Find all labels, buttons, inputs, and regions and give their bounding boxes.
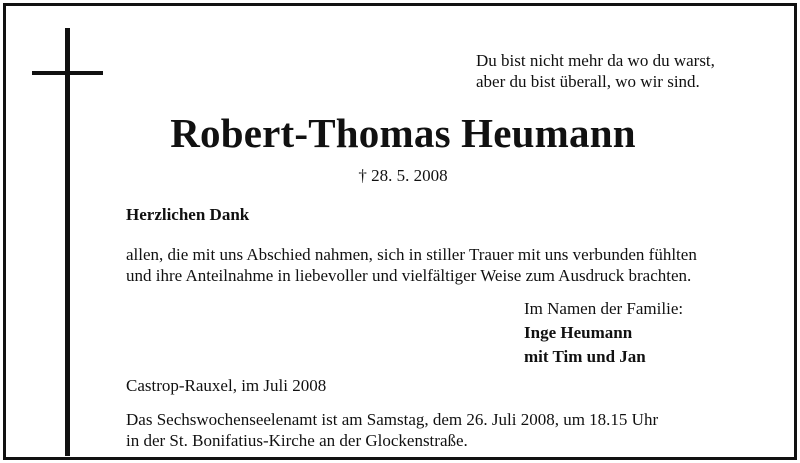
service-announcement xyxy=(126,409,658,451)
service-line-2: in der St. Bonifatius-Kirche an der Glockenstraße. xyxy=(126,431,468,450)
family-name-2: mit Tim und Jan xyxy=(524,347,646,366)
family-signature xyxy=(524,297,683,369)
thanks-heading: Herzlichen Dank xyxy=(126,205,250,224)
deceased-name: Robert-Thomas Heumann xyxy=(170,110,636,156)
family-intro: Im Namen der Familie: xyxy=(524,299,684,318)
thanks-line-1: allen, die mit uns Abschied nahmen, sich in stiller Trauer mit uns verbunden fühlten xyxy=(126,245,697,264)
cross-vertical-bar xyxy=(65,28,70,456)
cross-horizontal-bar xyxy=(32,71,103,75)
thanks-line-2: und ihre Anteilnahme in liebevoller und vielfältiger Weise zum Ausdruck brachten. xyxy=(126,266,692,285)
obituary-notice xyxy=(3,3,797,460)
thanks-text xyxy=(126,244,697,286)
family-name-1: Inge Heumann xyxy=(524,323,633,342)
motto-line-1: Du bist nicht mehr da wo du warst, xyxy=(476,51,715,70)
place-date: Castrop-Rauxel, im Juli 2008 xyxy=(126,376,327,395)
death-date: † 28. 5. 2008 xyxy=(358,166,448,185)
motto-quote xyxy=(476,50,715,92)
service-line-1: Das Sechswochenseelenamt ist am Samstag, dem 26. Juli 2008, um 18.15 Uhr xyxy=(126,410,659,429)
motto-line-2: aber du bist überall, wo wir sind. xyxy=(476,72,700,91)
